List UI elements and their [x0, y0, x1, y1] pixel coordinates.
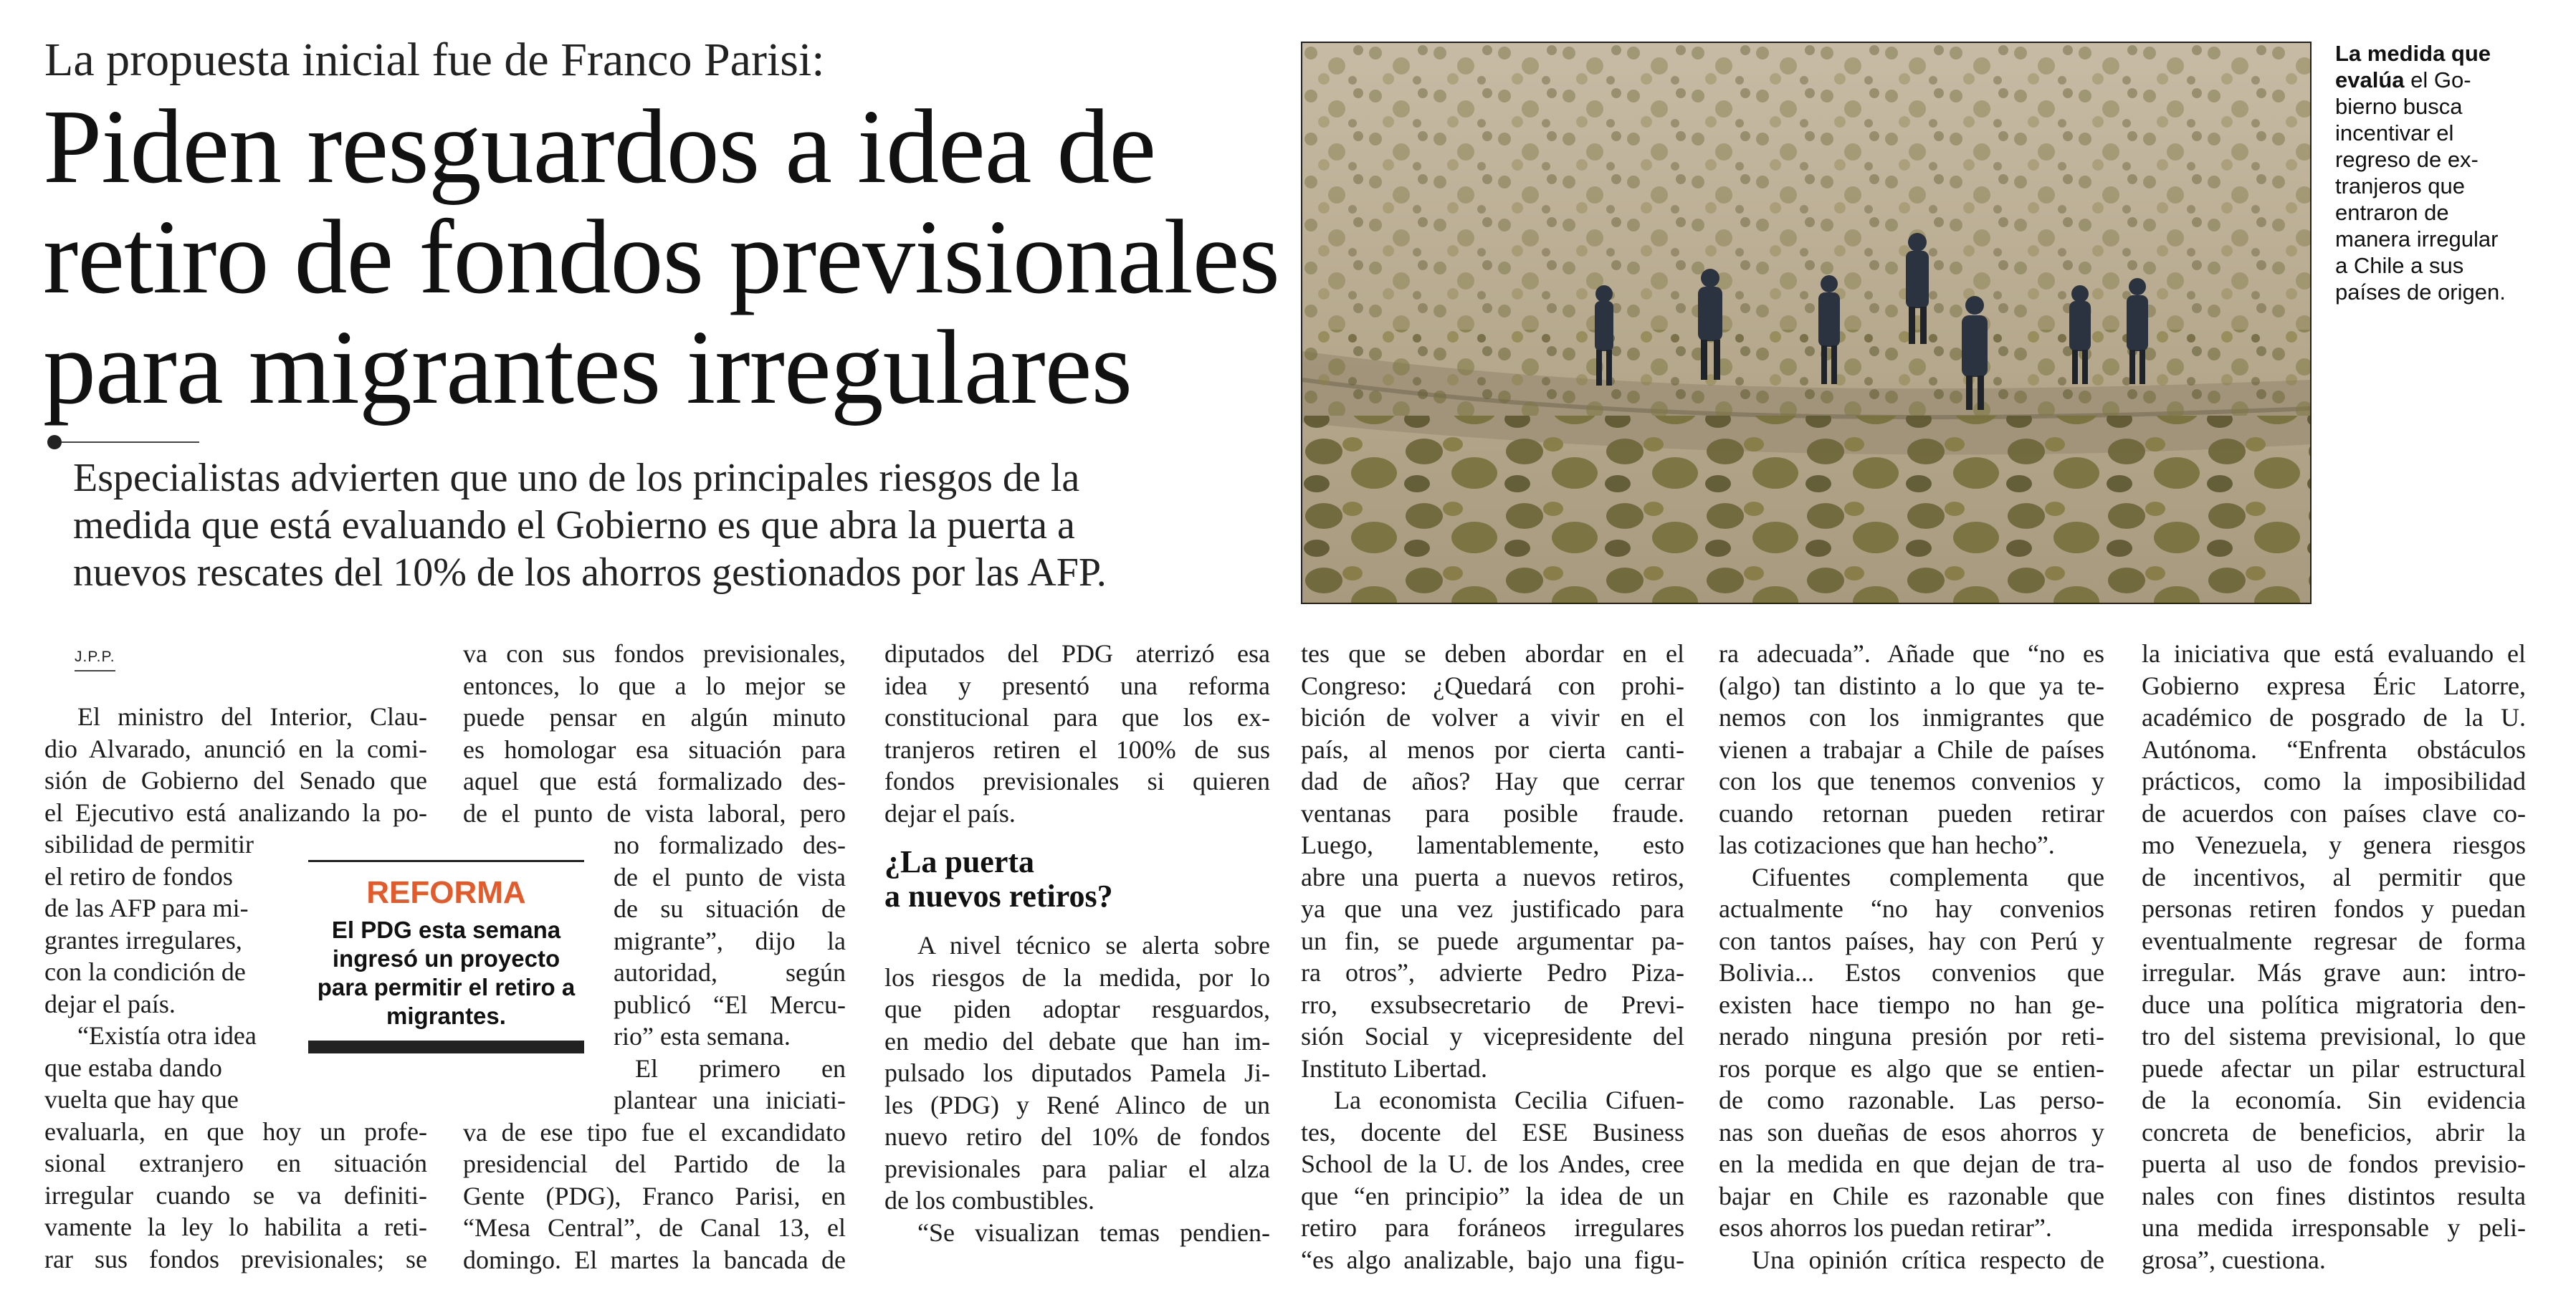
text-line: la iniciativa que está evaluando el [2142, 639, 2526, 668]
sidebar-line: ingresó un proyecto [332, 945, 560, 972]
text-line: migrante”, dijo la [614, 926, 846, 955]
sidebar-line: migrantes. [386, 1003, 506, 1029]
sidebar-line: para permitir el retiro a [317, 974, 576, 1000]
text-line: una medida irresponsable y peli- [2142, 1213, 2526, 1242]
kicker: La propuesta inicial fue de Franco Parisi: [44, 34, 825, 86]
text-line: dad de años? Hay que cerrar [1301, 767, 1684, 795]
text-line: diputados del PDG aterrizó esa [884, 639, 1270, 668]
text-line: de el punto de vista [614, 862, 846, 891]
text-line: fondos previsionales si quieren [884, 767, 1270, 795]
caption-line: bierno busca [2335, 94, 2463, 119]
text-line: personas retiren fondos y puedan [2142, 894, 2526, 923]
text-line: idea y presentó una reforma [884, 671, 1270, 700]
text-line: de su situación de [614, 894, 846, 923]
text-line: tranjeros retiren el 100% de sus [884, 735, 1270, 764]
text-line: previsionales para paliar el alza [884, 1154, 1270, 1183]
caption-line: entraron de [2335, 200, 2449, 225]
text-line: pulsado los diputados Pamela Ji- [884, 1058, 1270, 1087]
text-line: que piden adoptar resguardos, [884, 995, 1270, 1023]
text-line: Una opinión crítica respecto de [1752, 1245, 2104, 1274]
text-line: concreta de beneficios, abrir la [2142, 1117, 2526, 1147]
text-line: sibilidad de permitir [44, 830, 254, 859]
text-line: retiro para foráneos irregulares [1301, 1213, 1684, 1242]
sidebar-title: REFORMA [366, 875, 526, 910]
text-line: sión Social y vicepresidente del [1301, 1022, 1684, 1051]
text-line: Instituto Libertad. [1301, 1053, 1487, 1083]
headline-line: retiro de fondos previsionales [43, 199, 1279, 316]
caption-line: regreso de ex- [2335, 147, 2479, 172]
text-line: School de la U. de los Andes, cree [1301, 1149, 1684, 1178]
text-line: irregular cuando se va definiti- [44, 1180, 427, 1210]
text-line: puede afectar un pilar estructural [2142, 1053, 2526, 1083]
text-line: aquel que está formalizado des- [463, 767, 846, 795]
text-line: abre una puerta a nuevos retiros, [1301, 862, 1684, 891]
text-line: existen hace tiempo no han ge- [1719, 990, 2104, 1019]
text-line: las cotizaciones que han hecho”. [1719, 831, 2055, 859]
text-line: nerado ninguna presión por reti- [1719, 1022, 2104, 1051]
text-line: nales con fines distintos resulta [2142, 1181, 2526, 1210]
text-line: va de ese tipo fue el excandidato [463, 1117, 846, 1147]
text-line: mo Venezuela, y genera riesgos [2142, 831, 2526, 859]
text-line: cuando retornan pueden retirar [1719, 798, 2104, 828]
lead-line: Especialistas advierten que uno de los principales riesgos de la [73, 456, 1080, 500]
text-line: Cifuentes complementa que [1752, 862, 2104, 891]
subheading-line: ¿La puerta [884, 844, 1034, 879]
text-line: Autónoma. “Enfrenta obstáculos [2142, 735, 2526, 764]
caption-line: manera irregular [2335, 226, 2499, 252]
caption-line [2335, 40, 2550, 67]
text-line: El ministro del Interior, Clau- [77, 702, 427, 731]
text-line: prácticos, como la imposibilidad [2142, 767, 2526, 795]
text-line: con los que tenemos convenios y [1719, 767, 2104, 795]
divider-dot [47, 435, 62, 449]
text-line: ventanas para posible fraude. [1301, 798, 1684, 828]
photo-caption [2335, 40, 2550, 305]
text-line: Gobierno expresa Éric Latorre, [2142, 671, 2526, 700]
text-line: de la economía. Sin evidencia [2142, 1086, 2526, 1114]
text-line: “es algo analizable, bajo una figu- [1301, 1245, 1684, 1274]
text-line: Gente (PDG), Franco Parisi, en [463, 1181, 846, 1210]
text-line: rio” esta semana. [614, 1022, 791, 1051]
byline: J.P.P. [75, 649, 115, 671]
text-line: académico de posgrado de la U. [2142, 703, 2526, 732]
spacer [884, 829, 1270, 845]
news-photo [1301, 42, 2312, 604]
text-line: les (PDG) y René Alinco de un [884, 1090, 1270, 1119]
text-line: tes que se deben abordar en el [1301, 639, 1684, 668]
text-line: entonces, lo que a lo mejor se [463, 671, 846, 700]
text-line: puede pensar en algún minuto [463, 703, 846, 732]
text-line: en medio del debate que han im- [884, 1026, 1270, 1056]
headline-line: para migrantes irregulares [43, 309, 1132, 426]
text-line: bajar en Chile es razonable que [1719, 1181, 2104, 1210]
text-line: constitucional para que los ex- [884, 703, 1270, 732]
text-line: Congreso: ¿Quedará con prohi- [1301, 671, 1684, 700]
caption-bold: La medida que [2335, 41, 2491, 66]
text-line: duce una política migratoria den- [2142, 990, 2526, 1019]
text-line: ros porque es algo que se entien- [1719, 1053, 2104, 1083]
body-column-4 [1301, 638, 1684, 1276]
text-line: esos ahorros los puedan retirar”. [1719, 1213, 2052, 1242]
text-line: “Mesa Central”, de Canal 13, el [463, 1213, 846, 1242]
text-line: de las AFP para mi- [44, 894, 249, 922]
headline [43, 88, 1279, 426]
text-line: grantes irregulares, [44, 925, 242, 955]
lead-paragraph [73, 454, 1284, 596]
text-line: país, al menos por cierta canti- [1301, 735, 1684, 764]
text-line: Bolivia... Estos convenios que [1719, 958, 2104, 987]
text-line: no formalizado des- [614, 831, 846, 859]
caption-bold: evalúa [2335, 67, 2405, 92]
text-line: presidencial del Partido de la [463, 1149, 846, 1178]
text-line: actualmente “no hay convenios [1719, 894, 2104, 923]
text-line: puerta al uso de fondos previsio- [2142, 1149, 2526, 1178]
lead-line: medida que está evaluando el Gobierno es que abra la puerta a [73, 503, 1075, 548]
text-line: un fin, se puede argumentar pa- [1301, 926, 1684, 955]
text-line: eventualmente regresar de forma [2142, 926, 2526, 955]
text-line: “Existía otra idea [77, 1021, 257, 1050]
text-line: de el punto de vista laboral, pero [463, 798, 846, 828]
text-line: El primero en [635, 1053, 846, 1083]
text-line: ra otros”, advierte Pedro Piza- [1301, 958, 1684, 987]
text-line: los riesgos de la medida, por lo [884, 962, 1270, 992]
text-line: La economista Cecilia Cifuen- [1334, 1086, 1684, 1114]
text-line: vamente la ley lo habilita a reti- [44, 1213, 427, 1241]
photo-illustration [1302, 43, 2310, 603]
text-line: “Se visualizan temas pendien- [917, 1218, 1270, 1247]
divider-line [62, 441, 199, 443]
text-line: bición de volver a vivir en el [1301, 703, 1684, 732]
subheading [884, 845, 1270, 914]
text-line: que “en principio” la idea de un [1301, 1181, 1684, 1210]
text-line: el Ejecutivo está analizando la po- [44, 798, 427, 827]
text-line: de acuerdos con países clave co- [2142, 798, 2526, 828]
body-column-5 [1719, 638, 2104, 1276]
caption-line: tranjeros que [2335, 173, 2465, 199]
text-line: con tantos países, hay con Perú y [1719, 926, 2104, 955]
text-line: A nivel técnico se alerta sobre [917, 931, 1270, 960]
text-line: rro, exsubsecretario de Previ- [1301, 990, 1684, 1019]
text-line: de como razonable. Las perso- [1719, 1086, 2104, 1114]
body-column-2 [463, 638, 846, 1276]
text-line: sional extranjero en situación [44, 1149, 427, 1177]
text-line: nuevo retiro del 10% de fondos [884, 1122, 1270, 1151]
text-line: autoridad, según [614, 958, 846, 987]
text-line: sión de Gobierno del Senado que [44, 766, 427, 795]
spacer [884, 914, 1270, 929]
text-line: evaluarla, en que hoy un profe- [44, 1117, 427, 1146]
sidebar-line: El PDG esta semana [331, 917, 561, 943]
text-line: nemos con los inmigrantes que [1719, 703, 2104, 732]
body-column-6 [2142, 638, 2526, 1276]
text-line: vuelta que hay que [44, 1085, 239, 1114]
text-line: el retiro de fondos [44, 861, 233, 891]
body-column-3 [884, 638, 1270, 1248]
text-line: que estaba dando [44, 1053, 222, 1082]
text-line: grosa”, cuestiona. [2142, 1245, 2326, 1274]
text-line: ya que una vez justificado para [1301, 894, 1684, 923]
text-line: nas son dueñas de esos ahorros y [1719, 1117, 2104, 1147]
text-line: plantear una iniciati- [614, 1086, 846, 1114]
text-line: vienen a trabajar a Chile de países [1719, 735, 2104, 764]
text-line: es homologar esa situación para [463, 735, 846, 764]
caption-line: países de origen. [2335, 279, 2506, 305]
text-line: dejar el país. [44, 989, 176, 1018]
text-line: va con sus fondos previsionales, [463, 639, 846, 668]
text-line: en la medida en que dejan de tra- [1719, 1149, 2104, 1178]
subheading-line: a nuevos retiros? [884, 879, 1113, 914]
caption-line: a Chile a sus [2335, 253, 2464, 278]
lead-line: nuevos rescates del 10% de los ahorros gestionados por las AFP. [73, 550, 1107, 595]
caption-line: incentivar el [2335, 120, 2454, 145]
text-line: irregular. Más grave aun: intro- [2142, 958, 2526, 987]
text-line: dejar el país. [884, 798, 1016, 828]
text-line: con la condición de [44, 957, 246, 986]
text-line: tro del sistema previsional, lo que [2142, 1022, 2526, 1051]
text-line: de los combustibles. [884, 1186, 1094, 1215]
text-line: de incentivos, al permitir que [2142, 862, 2526, 891]
text-line: ra adecuada”. Añade que “no es [1719, 639, 2104, 668]
caption-rest: el Go- [2404, 67, 2471, 92]
text-line: Luego, lamentablemente, esto [1301, 831, 1684, 859]
text-line: publicó “El Mercu- [614, 990, 846, 1019]
text-line: tes, docente del ESE Business [1301, 1117, 1684, 1147]
text-line: rar sus fondos previsionales; se [44, 1244, 427, 1273]
headline-line: Piden resguardos a idea de [43, 88, 1156, 206]
caption-line [2335, 67, 2550, 93]
text-line: domingo. El martes la bancada de [463, 1245, 846, 1274]
text-line: (algo) tan distinto a lo que ya te- [1719, 671, 2104, 700]
text-line: dio Alvarado, anunció en la comi- [44, 734, 427, 763]
